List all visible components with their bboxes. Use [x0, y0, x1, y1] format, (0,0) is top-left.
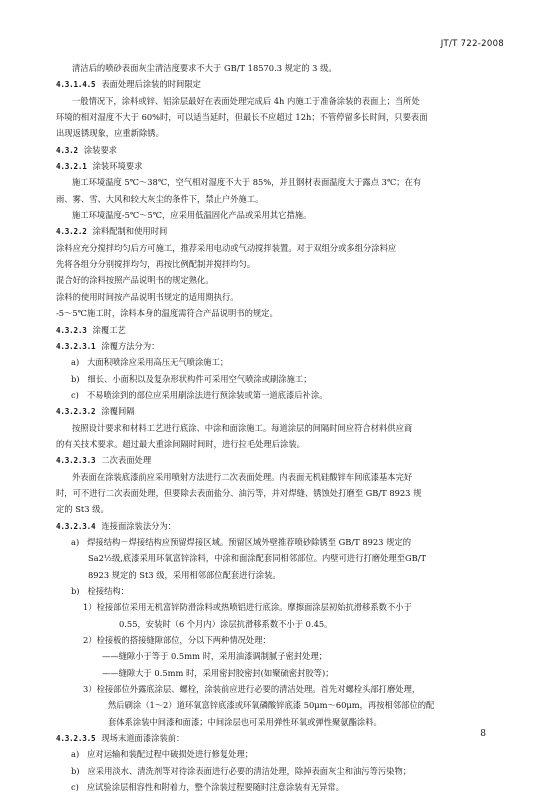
- clause-number: 4.3.2.3: [56, 325, 87, 335]
- text-line: 清洁后的喷砂表面灰尘清洁度要求不大于 GB/T 18570.3 规定的 3 级。: [72, 63, 337, 73]
- text-line: 出现返锈现象，应重新除锈。: [56, 128, 164, 139]
- list-item: a) 应对运输和装配过程中破损处进行修复处理；: [71, 749, 254, 760]
- clause-number: 4.3.2: [56, 145, 78, 155]
- text-line: ——缝隙大于 0.5mm 时，采用密封胶密封(如聚硫密封胶等)；: [102, 667, 334, 678]
- text-line: 涂料应充分搅拌均匀后方可施工，推荐采用电动或气动搅拌装置。对于双组分或多组分涂料应: [56, 242, 397, 253]
- document-body: [56, 63, 502, 798]
- text-line: 定的 St3 级。: [56, 504, 109, 515]
- text-line: -5～5℃施工时，涂料本身的温度需符合产品说明书的规定。: [56, 308, 278, 319]
- text-line: 一般情况下，涂料或锌、铝涂层最好在表面处理完成后 4h 内施工于准备涂装的表面上；当所处: [72, 95, 420, 106]
- text-line: ——缝隙小于等于 0.5mm 时，采用油漆调制腻子密封处理；: [102, 651, 328, 662]
- text-line: 环境的相对湿度不大于 60%时，可以适当延时，但最长不应超过 12h；不管停留多长时间，只要表面: [56, 112, 428, 123]
- clause-number: 4.3.2.3.4: [56, 521, 96, 531]
- text-line: 混合好的涂料按照产品说明书的规定熟化。: [56, 275, 214, 286]
- clause-heading: 4.3.2.3.3 二次表面处理: [56, 455, 152, 466]
- list-subitem: 2）栓接板的搭接缝隙部位，分以下两种情况处理：: [83, 635, 271, 646]
- text-line: 施工环境温度-5℃～5℃，应采用低温固化产品或采用其它措施。: [72, 210, 312, 221]
- text-line: Sa2½级,底漆采用环氧富锌涂料，中涂和面涂配套同相邻部位。内壁可进行打磨处理至GB/T: [88, 553, 427, 564]
- list-item: b) 细长、小面积以及复杂形状构件可采用空气喷涂或刷涂施工；: [71, 373, 312, 384]
- text-line: 0.55，安装时（6 个月内）涂层抗滑移系数不小于 0.45。: [119, 618, 333, 629]
- clause-heading: 4.3.2.3.5 现场末道面漆涂装前：: [56, 733, 185, 744]
- text-line: 8923 规定的 St3 级，采用相邻部位配套进行涂装。: [88, 569, 281, 580]
- list-item: c) 应试验涂层相容性和附着力，整个涂装过程要随时注意涂装有无异常。: [71, 782, 345, 793]
- list-subitem: 1）栓接部位采用无机富锌防滑涂料或热喷铝进行底涂。摩擦面涂层初始抗滑移系数不小于: [83, 602, 412, 613]
- text-line: 套体系涂装中间漆和面漆；中间涂层也可采用弹性环氧或弹性聚氨酯涂料。: [108, 716, 382, 727]
- clause-heading: 4.3.2.1 涂装环境要求: [56, 161, 143, 172]
- text-line: 的有关技术要求。超过最大重涂间隔时间时，进行拉毛处理后涂装。: [56, 438, 305, 449]
- standard-number: JT/T 722-2008: [440, 39, 504, 49]
- text-line: 施工环境温度 5℃～38℃，空气相对湿度不大于 85%，并且钢材表面温度大于露点 3℃；在有: [72, 177, 422, 188]
- text-line: 时，可不进行二次表面处理，但要除去表面盐分、油污等，并对焊缝、锈蚀处打磨至 GB/T 8923 规: [56, 487, 422, 498]
- clause-heading: 4.3.2.3.4 连接面涂装法分为：: [56, 520, 177, 531]
- clause-heading: 4.3.2.3.2 涂覆间隔: [56, 406, 135, 417]
- clause-number: 4.3.2.2: [56, 227, 87, 237]
- clause-number: 4.3.2.3.3: [56, 456, 96, 466]
- clause-heading: 4.3.2.2 涂料配制和使用时间: [56, 226, 168, 237]
- text-line: 外表面在涂装底漆前应采用喷射方法进行二次表面处理。内表面无机硅酸锌车间底漆基本完好: [72, 471, 413, 482]
- text-line: 然后刷涂（1～2）道环氧富锌底漆或环氧磷酸锌底漆 50μm～60μm，再按相邻部位的配: [108, 700, 435, 711]
- list-item: b) 应采用淡水、清洗剂等对待涂表面进行必要的清洁处理，除掉表面灰尘和油污等污染物；: [71, 765, 412, 776]
- page-number: 8: [480, 729, 486, 739]
- text-line: 先将各组分分别搅拌均匀，再按比例配制并搅拌均匀。: [56, 259, 256, 270]
- clause-heading: 4.3.2.3.1 涂覆方法分为：: [56, 340, 160, 351]
- clause-number: 4.3.2.3.2: [56, 407, 96, 417]
- list-item: b) 栓接结构：: [71, 586, 129, 596]
- clause-heading: 4.3.2 涂装要求: [56, 144, 118, 155]
- clause-heading: 4.3.1.4.5 表面处理后涂装的时间限定: [56, 79, 201, 90]
- list-item: a) 大面积喷涂应采用高压无气喷涂施工；: [71, 357, 229, 368]
- clause-number: 4.3.1.4.5: [56, 80, 96, 90]
- list-subitem: 3）栓接部位外露底涂层、螺栓，涂装前应进行必要的清洁处理。首先对螺栓头部打磨处理，: [83, 684, 421, 695]
- clause-number: 4.3.2.3.1: [56, 341, 96, 351]
- list-item: c) 不易喷涂到的部位应采用刷涂法进行预涂装或第一道底漆后补涂。: [71, 389, 328, 400]
- clause-number: 4.3.2.1: [56, 162, 87, 172]
- text-line: 按照设计要求和材料工艺进行底涂、中涂和面涂施工。每道涂层的间隔时间应符合材料供应商: [72, 422, 413, 433]
- clause-number: 4.3.2.3.5: [56, 734, 96, 744]
- list-item: a) 焊接结构－焊接结构应预留焊接区域。预留区域外壁推荐喷砂除锈至 GB/T 8923 规定的: [71, 536, 411, 547]
- text-line: 雨、雾、雪、大风和较大灰尘的条件下，禁止户外施工。: [56, 193, 264, 204]
- text-line: 涂料的使用时间按产品说明书规定的适用期执行。: [56, 291, 239, 302]
- clause-heading: 4.3.2.3 涂覆工艺: [56, 324, 126, 335]
